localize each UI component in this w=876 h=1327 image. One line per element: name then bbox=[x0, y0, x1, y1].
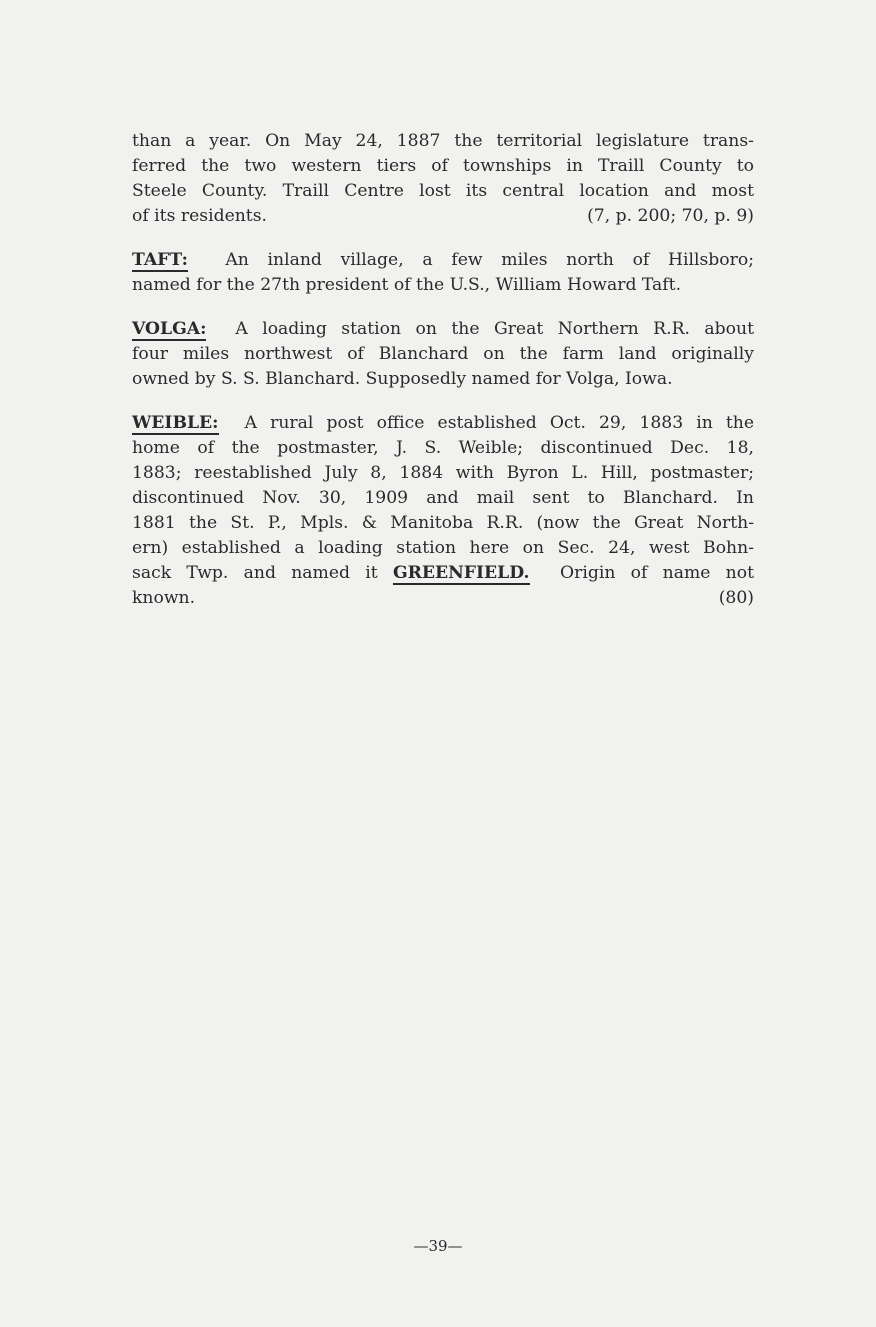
text-line: 1883; reestablished July 8, 1884 with Byron L. Hill, postmaster; bbox=[132, 463, 754, 483]
text-line: ern) established a loading station here on Sec. 24, west Bohn- bbox=[132, 538, 754, 558]
text-fragment: known. bbox=[132, 588, 196, 608]
text-fragment: A loading station on the Great Northern R.R. about bbox=[235, 319, 754, 339]
entry-first-line bbox=[132, 317, 754, 342]
text-fragment: sack Twp. and named it bbox=[132, 563, 378, 583]
text-line: discontinued Nov. 30, 1909 and mail sent to Blanchard. In bbox=[132, 488, 754, 508]
entry-first-line bbox=[132, 411, 754, 436]
continued-paragraph bbox=[132, 129, 754, 229]
citation: (80) bbox=[718, 588, 754, 608]
text-fragment: Origin of name not bbox=[560, 563, 754, 583]
text-line: ferred the two western tiers of townships in Traill County to bbox=[132, 156, 754, 176]
text-line-with-citation bbox=[132, 586, 754, 611]
page-body bbox=[132, 129, 754, 630]
text-line: owned by S. S. Blanchard. Supposedly named for Volga, Iowa. bbox=[132, 369, 673, 389]
entry-volga bbox=[132, 317, 754, 392]
text-fragment: An inland village, a few miles north of Hillsboro; bbox=[225, 250, 754, 270]
entry-weible bbox=[132, 411, 754, 611]
text-line: home of the postmaster, J. S. Weible; discontinued Dec. 18, bbox=[132, 438, 754, 458]
entry-first-line bbox=[132, 248, 754, 273]
text-line-greenfield bbox=[132, 561, 754, 586]
entry-heading-greenfield: GREENFIELD. bbox=[392, 563, 530, 583]
text-line: than a year. On May 24, 1887 the territorial legislature trans- bbox=[132, 131, 754, 151]
text-line: 1881 the St. P., Mpls. & Manitoba R.R. (now the Great North- bbox=[132, 513, 754, 533]
page-number: —39— bbox=[413, 1237, 463, 1255]
citation: (7, p. 200; 70, p. 9) bbox=[587, 206, 754, 226]
text-line: named for the 27th president of the U.S., William Howard Taft. bbox=[132, 275, 682, 295]
text-fragment: of its residents. bbox=[132, 206, 267, 226]
entry-heading: WEIBLE: bbox=[132, 413, 219, 433]
text-fragment: A rural post office established Oct. 29, 1883 in the bbox=[244, 413, 754, 433]
entry-heading: VOLGA: bbox=[132, 319, 207, 339]
entry-heading: TAFT: bbox=[132, 250, 188, 270]
text-line: Steele County. Traill Centre lost its central location and most bbox=[132, 181, 754, 201]
text-line-with-citation bbox=[132, 204, 754, 229]
entry-taft bbox=[132, 248, 754, 298]
text-line: four miles northwest of Blanchard on the farm land originally bbox=[132, 344, 754, 364]
